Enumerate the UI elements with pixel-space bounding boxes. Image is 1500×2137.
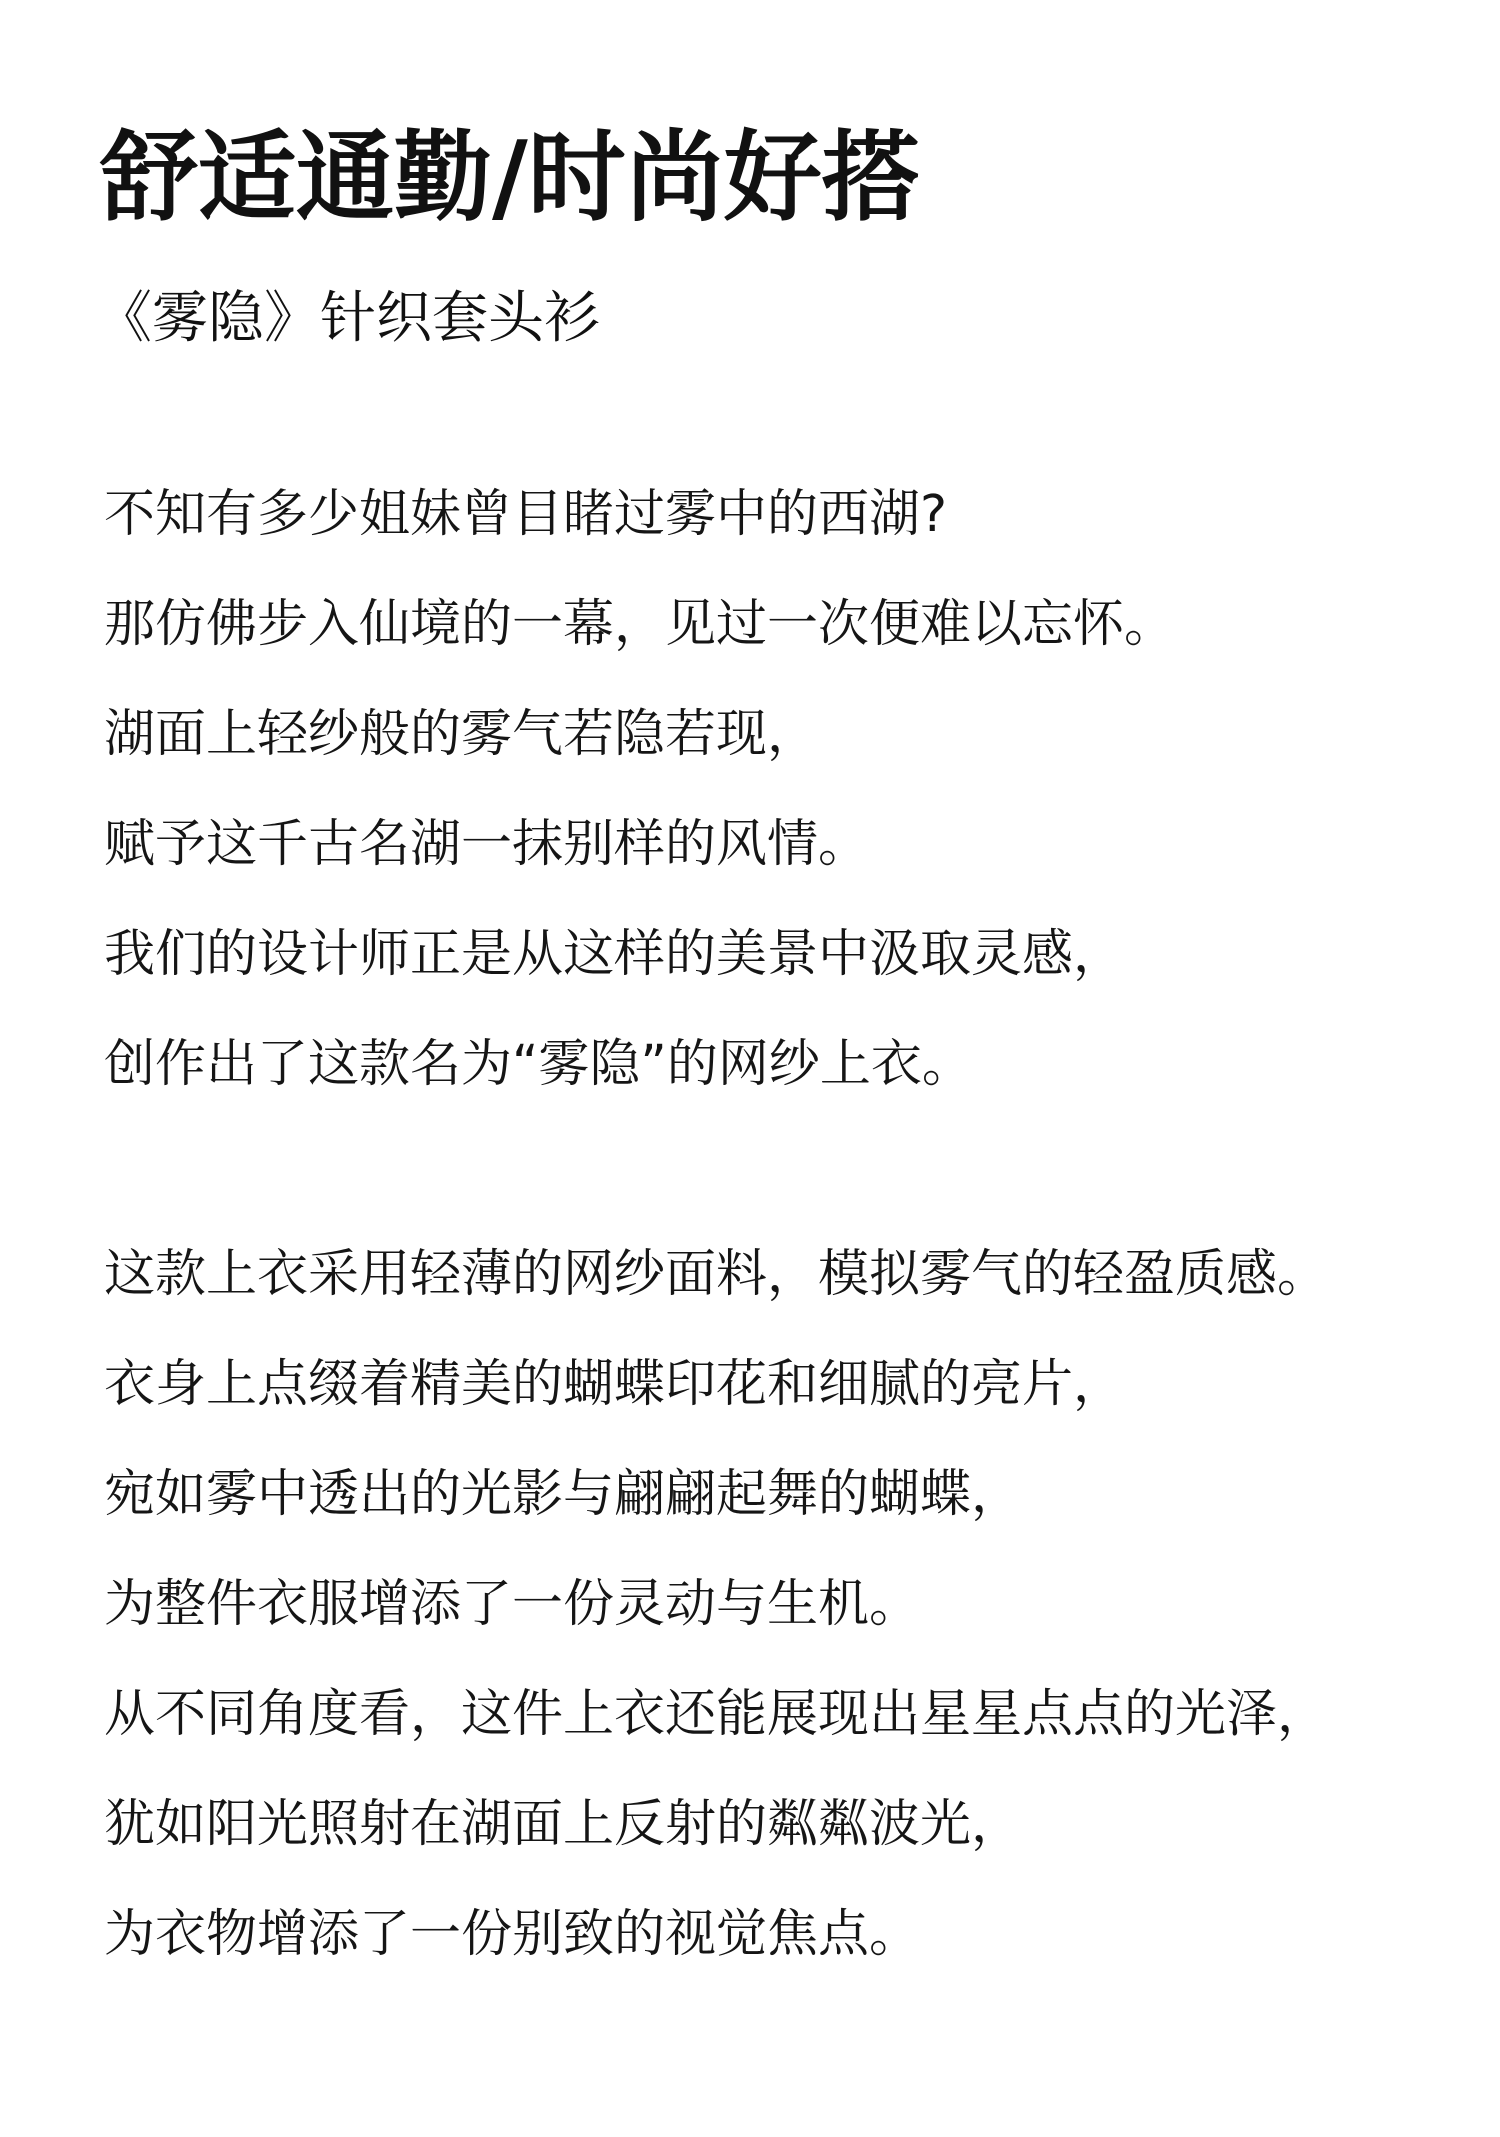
text-line: 犹如阳光照射在湖面上反射的粼粼波光， (104, 1795, 1023, 1854)
page-title: 舒适通勤/时尚好搭 (100, 121, 920, 235)
text-line: 创作出了这款名为“雾隐”的网纱上衣。 (104, 1035, 973, 1094)
text-line: 湖面上轻纱般的雾气若隐若现， (104, 705, 819, 764)
text-line: 那仿佛步入仙境的一幕，见过一次便难以忘怀。 (104, 595, 1176, 654)
text-line: 我们的设计师正是从这样的美景中汲取灵感， (104, 925, 1125, 984)
detail-paragraph (104, 1240, 1328, 2010)
intro-paragraph (104, 480, 1175, 1140)
text-line: 赋予这千古名湖一抹别样的风情。 (104, 815, 870, 874)
text-line: 为整件衣服增添了一份灵动与生机。 (104, 1575, 921, 1634)
text-line: 不知有多少姐妹曾目睹过雾中的西湖? (104, 485, 948, 544)
text-line: 衣身上点缀着精美的蝴蝶印花和细腻的亮片， (104, 1355, 1125, 1414)
product-subtitle: 《雾隐》针织套头衫 (96, 286, 600, 351)
text-line: 从不同角度看，这件上衣还能展现出星星点点的光泽， (104, 1685, 1329, 1744)
text-line: 为衣物增添了一份别致的视觉焦点。 (104, 1905, 921, 1964)
text-line: 宛如雾中透出的光影与翩翩起舞的蝴蝶， (104, 1465, 1023, 1524)
text-line: 这款上衣采用轻薄的网纱面料，模拟雾气的轻盈质感。 (104, 1245, 1329, 1304)
